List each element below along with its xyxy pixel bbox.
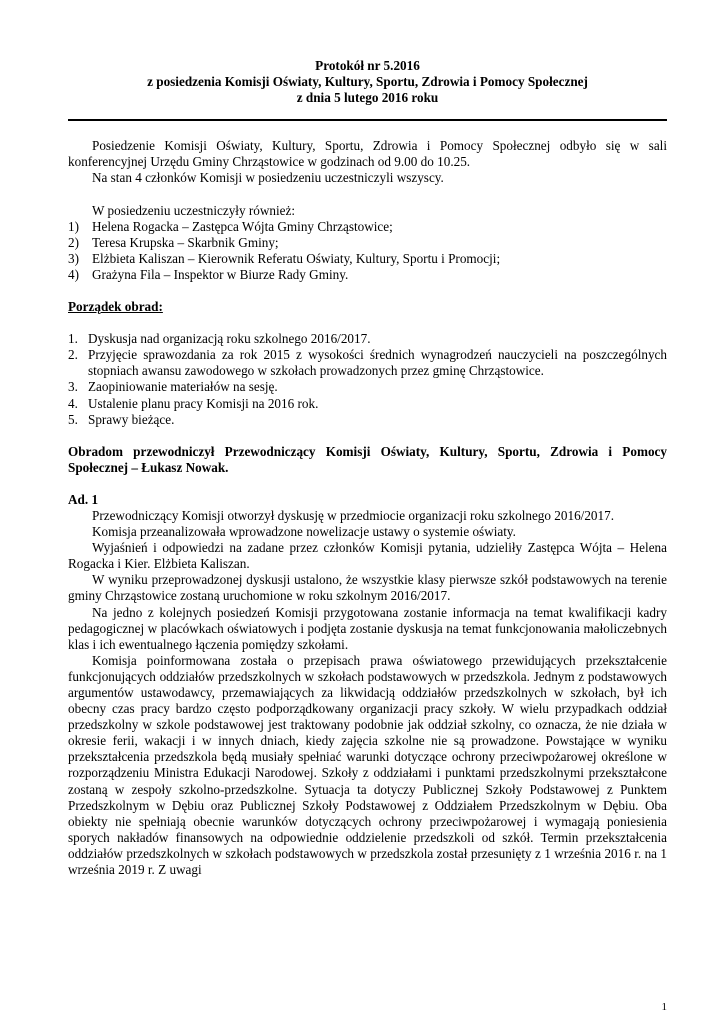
list-number: 1) xyxy=(68,218,79,234)
document-page xyxy=(68,58,667,878)
list-number: 3) xyxy=(68,250,79,266)
list-item xyxy=(68,412,667,428)
protocol-subtitle: z posiedzenia Komisji Oświaty, Kultury, Sportu, Zdrowia i Pomocy Społecznej xyxy=(147,74,588,90)
agenda-heading: Porządek obrad: xyxy=(68,299,163,315)
list-number: 3. xyxy=(68,379,78,395)
agenda-list xyxy=(68,331,667,428)
list-number: 1. xyxy=(68,331,78,347)
protocol-title: Protokół nr 5.2016 xyxy=(315,58,420,73)
page-number: 1 xyxy=(661,1001,667,1013)
intro-paragraph: Posiedzenie Komisji Oświaty, Kultury, Sportu, Zdrowia i Pomocy Społecznej odbyło się w sali konferencyjnej Urzędu Gminy Chrząstowice w godzinach od 9.00 do 10.25. xyxy=(68,138,667,170)
list-text: Teresa Krupska – Skarbnik Gminy; xyxy=(92,234,279,250)
list-text: Przyjęcie sprawozdania za rok 2015 z wysokości średnich wynagrodzeń nauczycieli na poszczególnych stopniach awansu zawodowego w szkołach prowadzonych przez gminę Chrząstowice. xyxy=(88,347,667,379)
list-number: 2) xyxy=(68,234,79,250)
list-number: 4. xyxy=(68,395,78,411)
ad1-paragraph: Na jedno z kolejnych posiedzeń Komisji przygotowana zostanie informacja na temat kwalifikacji kadry pedagogicznej w placówkach oświatowych i podjęta zostanie dyskusja na temat funkcjonowania małoliczebnych klas i ich ewentualnego łączenia pomiędzy szkołami. xyxy=(68,604,667,652)
ad1-paragraph: W wyniku przeprowadzonej dyskusji ustalono, że wszystkie klasy pierwsze szkół podstawowych na terenie gminy Chrząstowice zostaną uruchomione w roku szkolnym 2016/2017. xyxy=(68,572,667,604)
ad1-paragraph: Komisja poinformowana została o przepisach prawa oświatowego przewidujących przekształcenie funkcjonujących oddziałów przedszkolnych w szkołach podstawowych w przedszkola. Jednym z podstawowych argumentów ustawodawcy, przemawiających za likwidacją oddziałów przedszkolnych w szkołach, był ich obecny czas pracy bardzo często podporządkowany organizacji pracy szkoły. W wielu przypadkach oddział przedszkolny w szkole podstawowej jest traktowany podobnie jak oddział szkolny, co oznacza, że nie działa w okresie ferii, wakacji i w innych dniach, kiedy zajęcia szkolne nie są prowadzone. Powstające w wyniku przekształcenia przedszkola będą musiały spełniać warunki dotyczące ochrony przeciwpożarowej określone w rozporządzeniu Ministra Edukacji Narodowej. Szkoły z oddziałami i punktami przedszkolnymi przekształcone zostaną w zespoły szkolno-przedszkolne. Sytuacja ta dotyczy Publicznej Szkoły Podstawowej z Punktem Przedszkolnym w Dębiu oraz Publicznej Szkoły Podstawowej z Oddziałem Przedszkolnym w Dębiu. Oba obiekty nie spełniają obecnie warunków dotyczących ochrony przeciwpożarowej i wymagają poniesienia sporych nakładów finansowych na odpowiednie oddzielenie przedszkoli od szkół. Termin przekształcenia oddziałów przedszkolnych w szkołach podstawowych w przedszkola został przesunięty z 1 września 2016 r. na 1 września 2019 r. Z uwagi xyxy=(68,652,667,878)
list-item xyxy=(68,235,667,251)
list-item xyxy=(68,396,667,412)
list-text: Ustalenie planu pracy Komisji na 2016 rok. xyxy=(88,395,319,411)
list-item xyxy=(68,347,667,379)
list-item xyxy=(68,379,667,395)
list-number: 5. xyxy=(68,411,78,427)
list-text: Sprawy bieżące. xyxy=(88,411,175,427)
header-divider xyxy=(68,119,667,121)
list-text: Dyskusja nad organizacją roku szkolnego 2016/2017. xyxy=(88,331,371,347)
ad1-paragraph: Przewodniczący Komisji otworzył dyskusję w przedmiocie organizacji roku szkolnego 2016/2017. xyxy=(92,507,615,523)
list-text: Zaopiniowanie materiałów na sesję. xyxy=(88,379,278,395)
chair-statement: Obradom przewodniczył Przewodniczący Komisji Oświaty, Kultury, Sportu, Zdrowia i Pomocy Społecznej – Łukasz Nowak. xyxy=(68,443,667,475)
list-text: Elżbieta Kaliszan – Kierownik Referatu Oświaty, Kultury, Sportu i Promocji; xyxy=(92,250,501,266)
attendee-list xyxy=(68,219,667,283)
list-item xyxy=(68,219,667,235)
attendance-paragraph: Na stan 4 członków Komisji w posiedzeniu uczestniczyli wszyscy. xyxy=(92,170,444,186)
list-text: Helena Rogacka – Zastępca Wójta Gminy Chrząstowice; xyxy=(92,218,393,234)
list-number: 4) xyxy=(68,266,79,282)
also-present-label: W posiedzeniu uczestniczyły również: xyxy=(92,202,295,218)
list-number: 2. xyxy=(68,347,78,363)
list-item xyxy=(68,251,667,267)
list-item xyxy=(68,331,667,347)
protocol-date: z dnia 5 lutego 2016 roku xyxy=(296,90,439,106)
list-item xyxy=(68,267,667,283)
ad1-heading: Ad. 1 xyxy=(68,491,99,507)
ad1-paragraph: Komisja przeanalizowała wprowadzone nowelizacje ustawy o systemie oświaty. xyxy=(92,524,516,540)
ad1-paragraph: Wyjaśnień i odpowiedzi na zadane przez członków Komisji pytania, udzieliły Zastępca Wójta – Helena Rogacka i Kier. Elżbieta Kaliszan. xyxy=(68,540,667,572)
list-text: Grażyna Fila – Inspektor w Biurze Rady Gminy. xyxy=(92,266,349,282)
